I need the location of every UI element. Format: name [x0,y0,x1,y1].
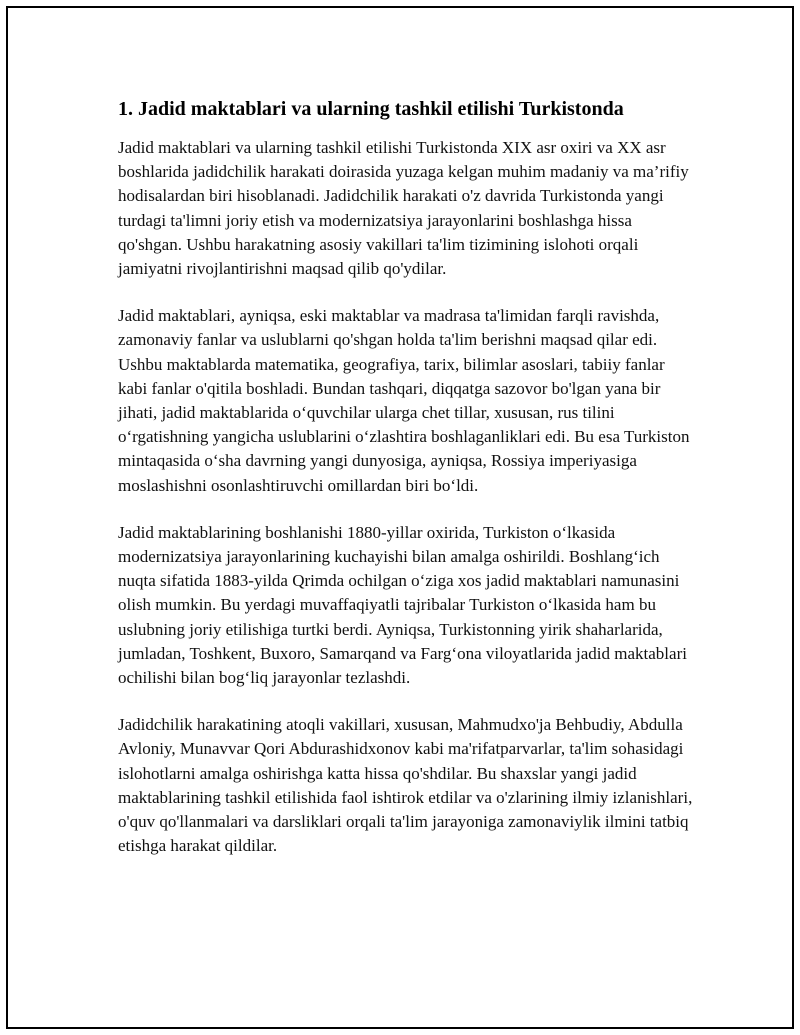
paragraph-2: Jadid maktablari, ayniqsa, eski maktablar va madrasa ta'limidan farqli ravishda, zamonaviy fanlar va uslublarni qo'shgan holda ta'lim berishni maqsad qilar edi. Ushbu maktablarda matematika, geografiya, tarix, bilimlar asoslari, tabiiy fanlar kabi fanlar o'qitila boshladi. Bundan tashqari, diqqatga sazovor bo'lgan yana bir jihati, jadid maktablarida o‘quvchilar ularga chet tillar, xususan, rus tilini o‘rgatishning yangicha uslublarini o‘zlashtira boshlaganliklari edi. Bu esa Turkiston mintaqasida o‘sha davrning yangi dunyosiga, ayniqsa, Rossiya imperiyasiga moslashishni osonlashtiruvchi omillardan biri bo‘ldi. [118,306,690,495]
document-body [118,96,698,881]
paragraph-1: Jadid maktablari va ularning tashkil etilishi Turkistonda XIX asr oxiri va XX asr boshlarida jadidchilik harakati doirasida yuzaga kelgan muhim madaniy va ma’rifiy hodisalardan biri hisoblanadi. Jadidchilik harakati o'z davrida Turkistonda yangi turdagi ta'limni joriy etish va modernizatsiya jarayonlarini boshlashga hissa qo'shgan. Ushbu harakatning asosiy vakillari ta'lim tizimining islohoti orqali jamiyatni rivojlantirishni maqsad qilib qo'ydilar. [118,138,689,279]
document-page [6,6,794,1029]
section-heading: 1. Jadid maktablari va ularning tashkil etilishi Turkistonda [118,98,624,120]
paragraph-4: Jadidchilik harakatining atoqli vakillari, xususan, Mahmudxo'ja Behbudiy, Abdulla Avloniy, Munavvar Qori Abdurashidxonov kabi ma'rifatparvarlar, ta'lim sohasidagi islohotlarni amalga oshirishga katta hissa qo'shdilar. Bu shaxslar yangi jadid maktablarining tashkil etilishida faol ishtirok etdilar va o'zlarining ilmiy izlanishlari, o'quv qo'llanmalari va darsliklari orqali ta'lim jarayoniga zamonaviylik ilmini tatbiq etishga harakat qildilar. [118,715,693,856]
paragraph-3: Jadid maktablarining boshlanishi 1880-yillar oxirida, Turkiston o‘lkasida modernizatsiya jarayonlarining kuchayishi bilan amalga oshirildi. Boshlang‘ich nuqta sifatida 1883-yilda Qrimda ochilgan o‘ziga xos jadid maktablari namunasini olish mumkin. Bu yerdagi muvaffaqiyatli tajribalar Turkiston o‘lkasida ham bu uslubning joriy etilishiga turtki berdi. Ayniqsa, Turkistonning yirik shaharlarida, jumladan, Toshkent, Buxoro, Samarqand va Farg‘ona viloyatlarida jadid maktablari ochilishi bilan bog‘liq jarayonlar tezlashdi. [118,522,687,688]
